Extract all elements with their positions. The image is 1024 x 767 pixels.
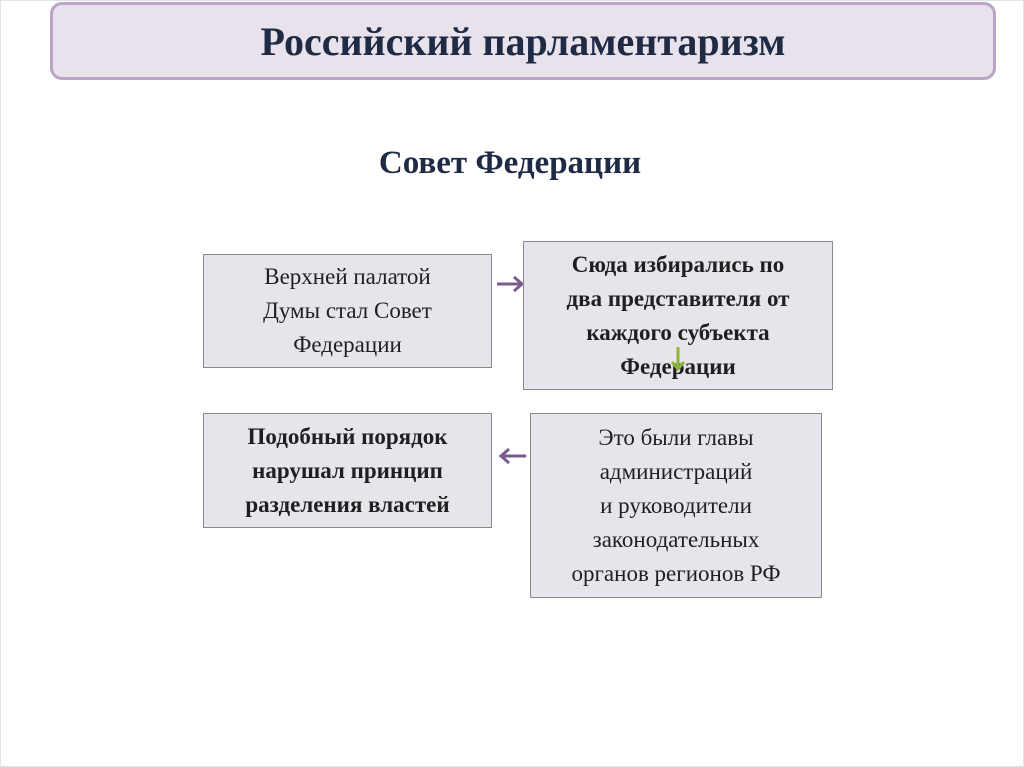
box-upper-chamber xyxy=(203,254,492,368)
box-representatives-text: Сюда избирались по два представителя от каждого субъекта Федерации xyxy=(566,251,790,379)
box-upper-chamber-text: Верхней палатой Думы стал Совет Федерации xyxy=(263,264,432,357)
slide-title: Российский парламентаризм xyxy=(260,18,786,64)
box-separation-of-powers xyxy=(203,413,492,528)
box-regional-heads-text: Это были главы администраций и руководители законодательных органов регионов РФ xyxy=(571,424,781,586)
down-arrow-icon xyxy=(670,345,686,373)
box-separation-of-powers-text: Подобный порядок нарушал принцип разделения властей xyxy=(245,423,450,517)
slide-subtitle: Совет Федерации xyxy=(378,145,642,181)
title-banner xyxy=(50,2,996,80)
arrow-left-icon xyxy=(496,446,528,466)
box-regional-heads xyxy=(530,413,822,598)
